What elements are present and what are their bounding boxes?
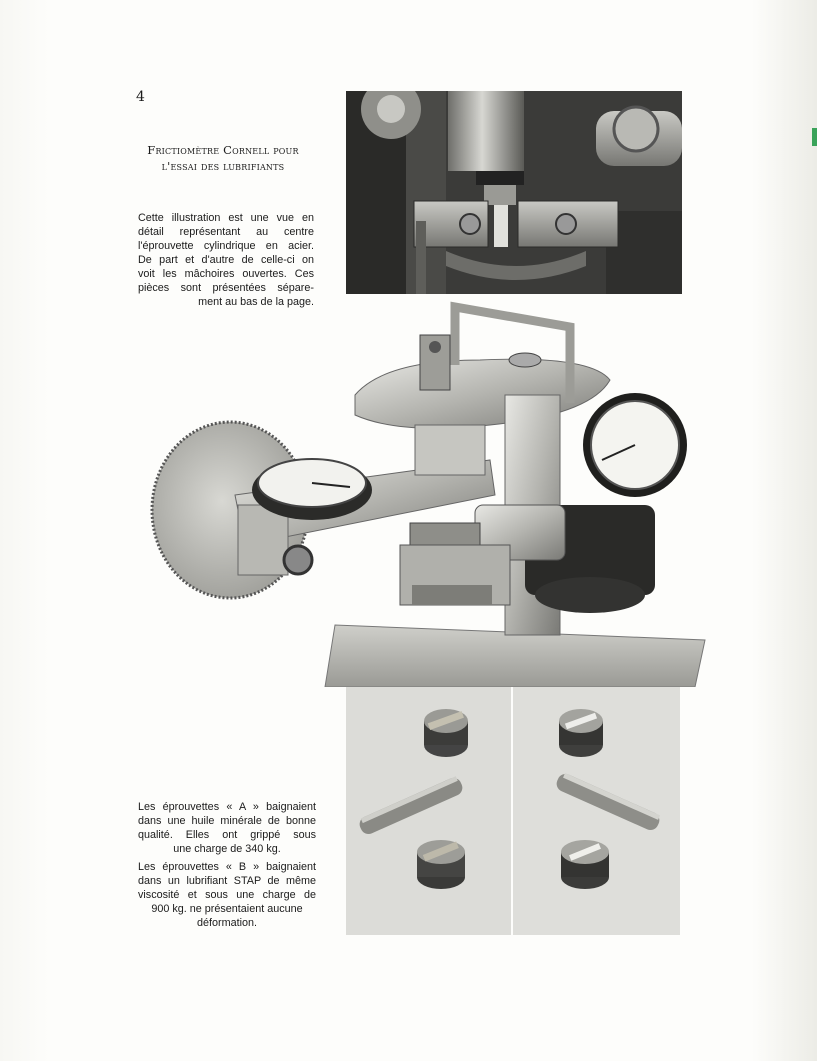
intro-line: voit les mâchoires ouvertes. Ces [138,268,314,280]
figure-title-line-2: l'essai des lubrifiants [161,159,285,173]
intro-line: ment au bas de la page. [198,296,314,308]
page-number: 4 [136,89,145,105]
caption-a-line: qualité. Elles ont grippé sous [138,829,316,841]
intro-line: l'éprouvette cylindrique en acier. [138,240,314,252]
caption-b-line: 900 kg. ne présentaient aucune [151,903,303,915]
caption-b-line: viscosité et sous une charge de [138,889,316,901]
intro-line: Cette illustration est une vue en [138,212,314,224]
intro-line: détail représentant au centre [138,226,314,238]
specimens-a-caption [138,800,316,856]
figure-title-line-1: Frictiomètre Cornell pour [147,143,299,157]
specimens-a-photo [346,687,511,935]
page-edge-tab [812,128,817,146]
caption-a-line: Les éprouvettes « A » baignaient [138,801,316,813]
figure-title [132,142,314,174]
detail-photo [346,91,682,294]
caption-a-line: une charge de 340 kg. [173,843,281,855]
intro-line: De part et d'autre de celle-ci on [138,254,314,266]
caption-b-line: déformation. [196,917,257,929]
caption-b-line: dans un lubrifiant STAP de même [138,875,316,887]
caption-b-line: Les éprouvettes « B » baignaient [138,861,316,873]
specimens-b-caption [138,860,316,930]
caption-a-line: dans une huile minérale de bonne [138,815,316,827]
specimens-b-photo [513,687,680,935]
machine-photo [150,295,710,687]
intro-line: pièces sont présentées sépare- [138,282,314,294]
